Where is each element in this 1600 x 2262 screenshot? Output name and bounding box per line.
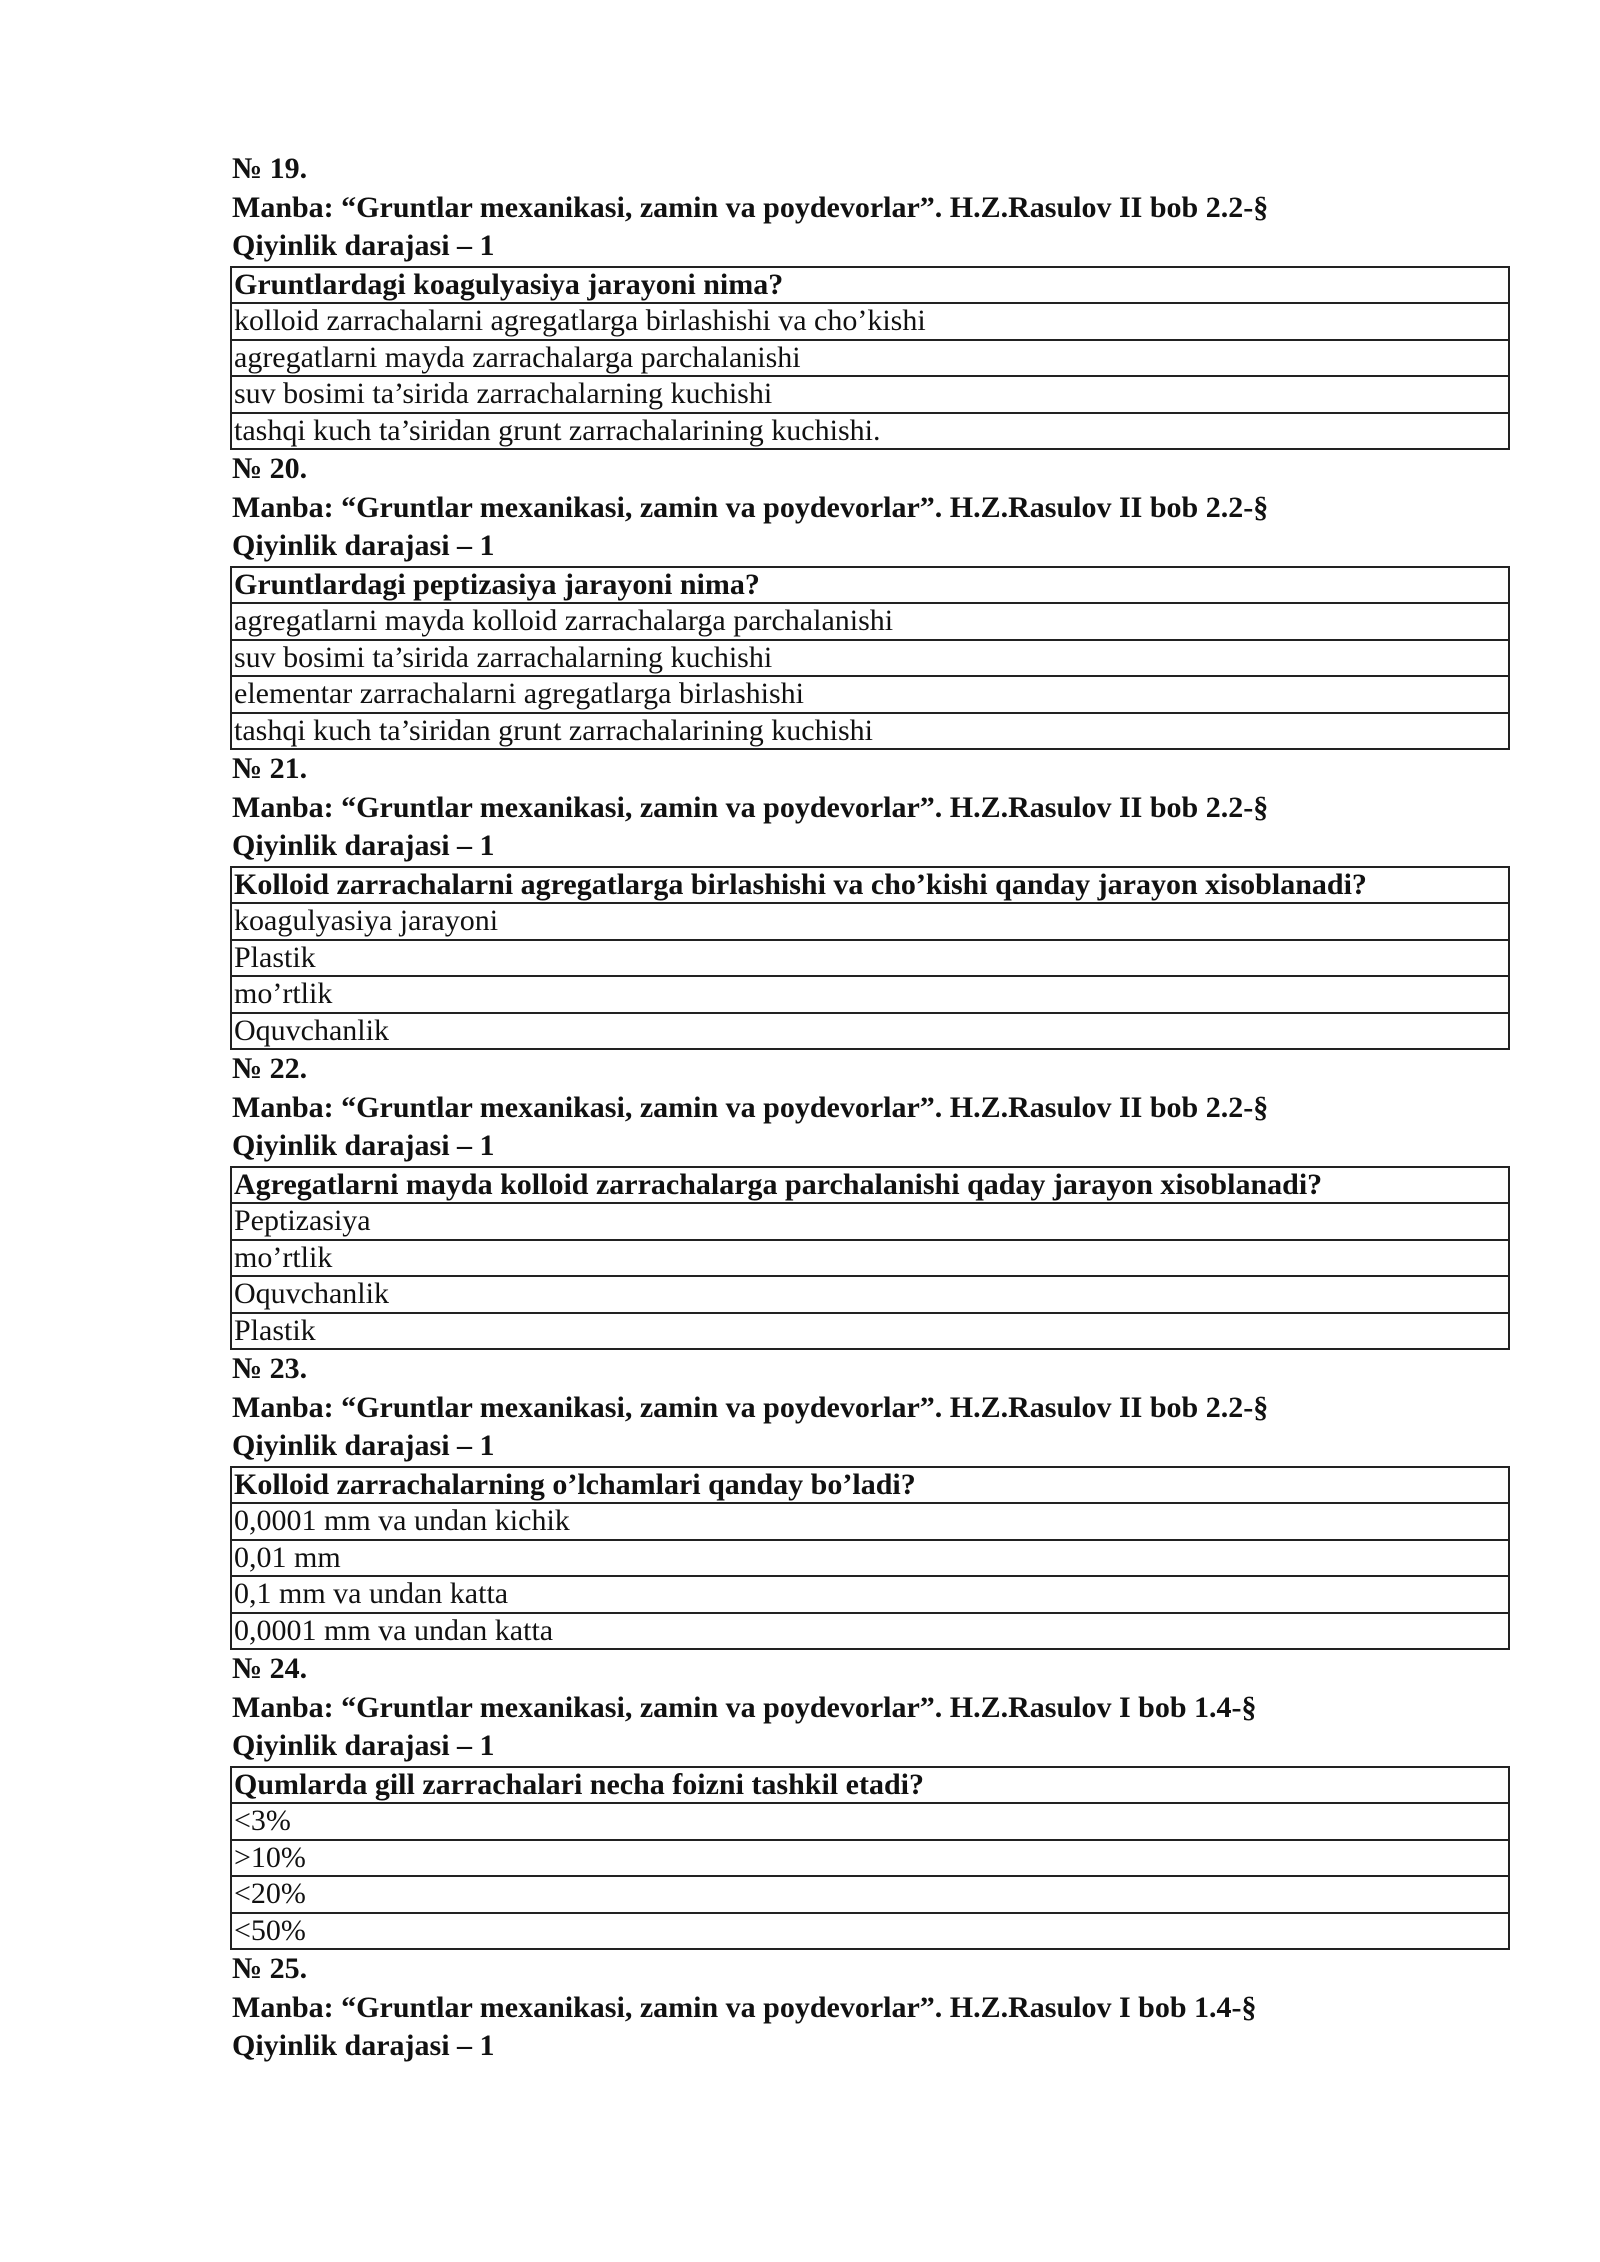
answer-row — [231, 376, 1509, 413]
answer-option: tashqi kuch ta’siridan grunt zarrachalarining kuchishi — [231, 713, 1509, 750]
answer-option: Plastik — [231, 1313, 1509, 1350]
question-block-20 — [230, 450, 1510, 750]
answer-row — [231, 1840, 1509, 1877]
answer-option: elementar zarrachalarni agregatlarga birlashishi — [231, 676, 1509, 713]
question-block-25 — [230, 1950, 1510, 2066]
answer-option: 0,0001 mm va undan katta — [231, 1613, 1509, 1650]
question-table — [230, 1166, 1510, 1351]
answer-row — [231, 1276, 1509, 1313]
answer-option: 0,01 mm — [231, 1540, 1509, 1577]
question-row — [231, 267, 1509, 304]
question-difficulty: Qiyinlik darajasi – 1 — [232, 829, 495, 862]
answer-option: koagulyasiya jarayoni — [231, 903, 1509, 940]
answer-row — [231, 1203, 1509, 1240]
question-block-22 — [230, 1050, 1510, 1350]
answer-option: <50% — [231, 1913, 1509, 1950]
answer-row — [231, 1576, 1509, 1613]
question-source: Manba: “Gruntlar mexanikasi, zamin va poydevorlar”. H.Z.Rasulov II bob 2.2-§ — [232, 790, 1269, 824]
question-row — [231, 567, 1509, 604]
answer-row — [231, 1013, 1509, 1050]
question-number: № 21. — [232, 752, 308, 785]
question-block-21 — [230, 750, 1510, 1050]
answer-option: suv bosimi ta’sirida zarrachalarning kuchishi — [231, 376, 1509, 413]
document-page — [230, 150, 1510, 2066]
question-text: Agregatlarni mayda kolloid zarrachalarga parchalanishi qaday jarayon xisoblanadi? — [231, 1167, 1509, 1204]
question-text: Gruntlardagi koagulyasiya jarayoni nima? — [231, 267, 1509, 304]
answer-row — [231, 713, 1509, 750]
answer-option: kolloid zarrachalarni agregatlarga birlashishi va cho’kishi — [231, 303, 1509, 340]
answer-option: >10% — [231, 1840, 1509, 1877]
answer-row — [231, 1913, 1509, 1950]
answer-row — [231, 676, 1509, 713]
question-source: Manba: “Gruntlar mexanikasi, zamin va poydevorlar”. H.Z.Rasulov I bob 1.4-§ — [232, 1990, 1257, 2024]
question-block-19 — [230, 150, 1510, 450]
answer-option: Peptizasiya — [231, 1203, 1509, 1240]
question-difficulty: Qiyinlik darajasi – 1 — [232, 1729, 495, 1762]
answer-row — [231, 603, 1509, 640]
question-number: № 20. — [232, 452, 308, 485]
question-text: Kolloid zarrachalarning o’lchamlari qanday bo’ladi? — [231, 1467, 1509, 1504]
question-block-24 — [230, 1650, 1510, 1950]
question-table — [230, 1466, 1510, 1651]
question-source: Manba: “Gruntlar mexanikasi, zamin va poydevorlar”. H.Z.Rasulov II bob 2.2-§ — [232, 1090, 1269, 1124]
question-table — [230, 1766, 1510, 1951]
question-difficulty: Qiyinlik darajasi – 1 — [232, 2029, 495, 2062]
answer-row — [231, 303, 1509, 340]
answer-row — [231, 640, 1509, 677]
answer-row — [231, 903, 1509, 940]
question-difficulty: Qiyinlik darajasi – 1 — [232, 1429, 495, 1462]
question-table — [230, 566, 1510, 751]
answer-row — [231, 1876, 1509, 1913]
question-difficulty: Qiyinlik darajasi – 1 — [232, 229, 495, 262]
answer-row — [231, 1240, 1509, 1277]
question-number: № 22. — [232, 1052, 308, 1085]
question-number: № 24. — [232, 1652, 308, 1685]
question-row — [231, 1767, 1509, 1804]
question-difficulty: Qiyinlik darajasi – 1 — [232, 1129, 495, 1162]
question-text: Kolloid zarrachalarni agregatlarga birlashishi va cho’kishi qanday jarayon xisoblanadi? — [231, 867, 1509, 904]
answer-option: 0,1 mm va undan katta — [231, 1576, 1509, 1613]
question-block-23 — [230, 1350, 1510, 1650]
answer-row — [231, 1503, 1509, 1540]
question-source: Manba: “Gruntlar mexanikasi, zamin va poydevorlar”. H.Z.Rasulov II bob 2.2-§ — [232, 1390, 1269, 1424]
question-text: Qumlarda gill zarrachalari necha foizni tashkil etadi? — [231, 1767, 1509, 1804]
question-row — [231, 867, 1509, 904]
question-table — [230, 866, 1510, 1051]
answer-option: <20% — [231, 1876, 1509, 1913]
question-table — [230, 266, 1510, 451]
answer-option: mo’rtlik — [231, 1240, 1509, 1277]
question-text: Gruntlardagi peptizasiya jarayoni nima? — [231, 567, 1509, 604]
answer-option: agregatlarni mayda kolloid zarrachalarga parchalanishi — [231, 603, 1509, 640]
answer-option: agregatlarni mayda zarrachalarga parchalanishi — [231, 340, 1509, 377]
answer-option: Oquvchanlik — [231, 1013, 1509, 1050]
answer-row — [231, 340, 1509, 377]
answer-row — [231, 1803, 1509, 1840]
question-row — [231, 1467, 1509, 1504]
answer-row — [231, 1613, 1509, 1650]
answer-row — [231, 1540, 1509, 1577]
question-number: № 23. — [232, 1352, 308, 1385]
question-source: Manba: “Gruntlar mexanikasi, zamin va poydevorlar”. H.Z.Rasulov I bob 1.4-§ — [232, 1690, 1257, 1724]
answer-option: tashqi kuch ta’siridan grunt zarrachalarining kuchishi. — [231, 413, 1509, 450]
answer-row — [231, 940, 1509, 977]
answer-option: 0,0001 mm va undan kichik — [231, 1503, 1509, 1540]
question-number: № 25. — [232, 1952, 308, 1985]
answer-option: suv bosimi ta’sirida zarrachalarning kuchishi — [231, 640, 1509, 677]
question-difficulty: Qiyinlik darajasi – 1 — [232, 529, 495, 562]
question-source: Manba: “Gruntlar mexanikasi, zamin va poydevorlar”. H.Z.Rasulov II bob 2.2-§ — [232, 490, 1269, 524]
answer-option: Plastik — [231, 940, 1509, 977]
question-number: № 19. — [232, 152, 308, 185]
answer-option: Oquvchanlik — [231, 1276, 1509, 1313]
question-source: Manba: “Gruntlar mexanikasi, zamin va poydevorlar”. H.Z.Rasulov II bob 2.2-§ — [232, 190, 1269, 224]
answer-row — [231, 1313, 1509, 1350]
answer-row — [231, 976, 1509, 1013]
question-row — [231, 1167, 1509, 1204]
answer-option: mo’rtlik — [231, 976, 1509, 1013]
answer-row — [231, 413, 1509, 450]
answer-option: <3% — [231, 1803, 1509, 1840]
